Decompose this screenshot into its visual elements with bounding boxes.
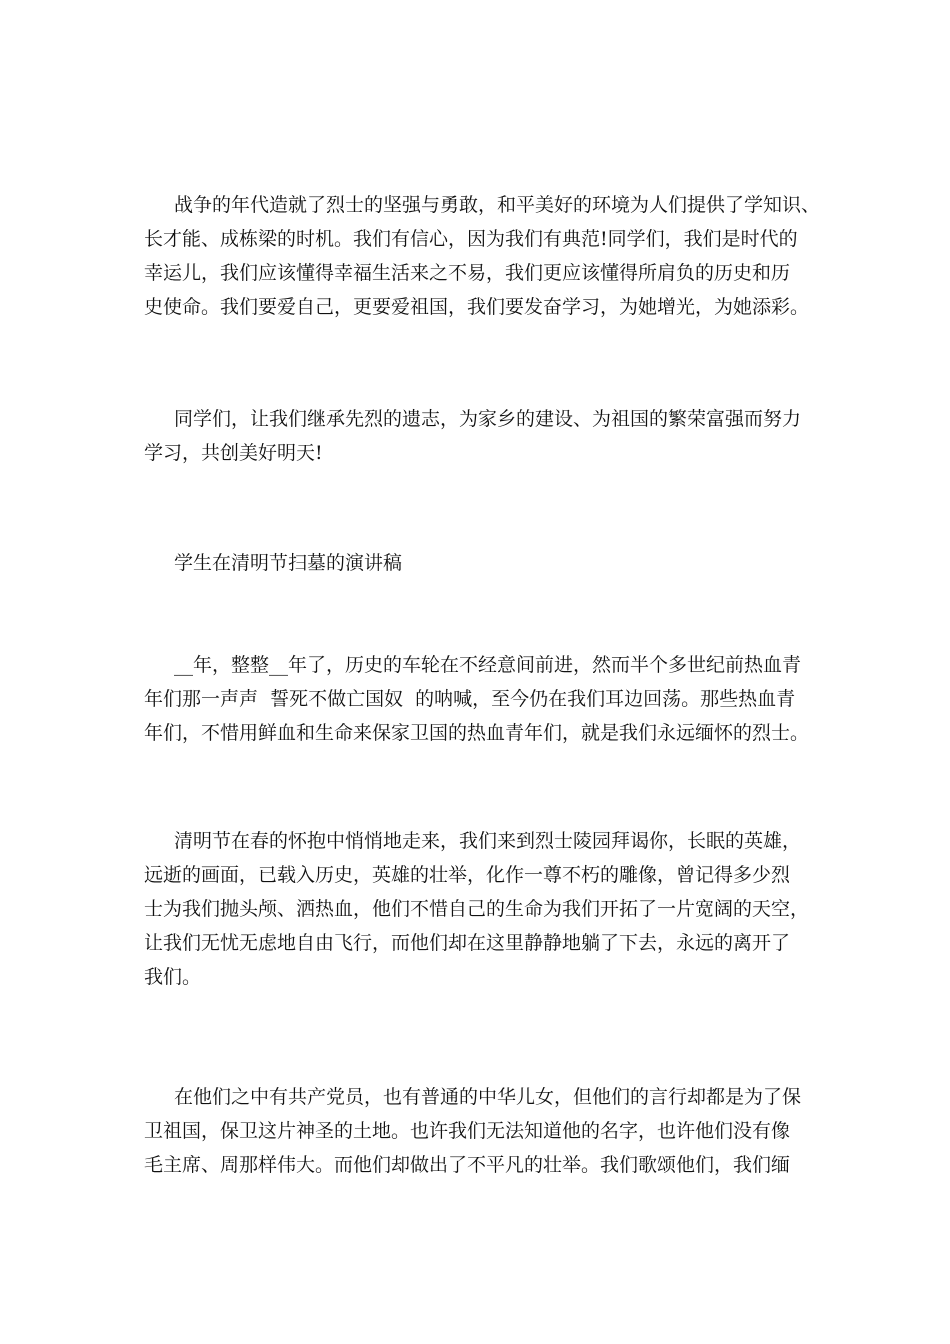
text-line: 让我们无忧无虑地自由飞行，而他们却在这里静静地躺了下去，永远的离开了 — [144, 932, 791, 954]
paragraph-peace-and-study — [144, 188, 821, 324]
text-line: 卫祖国，保卫这片神圣的土地。也许我们无法知道他的名字，也许他们没有像 — [144, 1120, 791, 1142]
paragraph-call-to-students — [144, 402, 814, 470]
text-line: 我们。 — [144, 966, 202, 988]
speech-heading — [144, 546, 814, 580]
text-line: __年，整整__年了，历史的车轮在不经意间前进，然而半个多世纪前热血青 — [174, 654, 802, 676]
text-line: 同学们，让我们继承先烈的遗志，为家乡的建设、为祖国的繁荣富强而努力 — [174, 408, 802, 430]
text-line: 史使命。我们要爱自己，更要爱祖国，我们要发奋学习，为她增光，为她添彩。 — [144, 296, 810, 318]
text-line: 战争的年代造就了烈士的坚强与勇敢，和平美好的环境为人们提供了学知识、 — [174, 194, 821, 216]
text-line: 学习，共创美好明天! — [144, 442, 323, 464]
text-line: 年们那一声声 誓死不做亡国奴 的呐喊，至今仍在我们耳边回荡。那些热血青 — [144, 688, 796, 710]
text-line: 年们，不惜用鲜血和生命来保家卫国的热血青年们，就是我们永远缅怀的烈士。 — [144, 722, 810, 744]
paragraph-heroes-among-them — [144, 1080, 814, 1182]
text-line: 毛主席、周那样伟大。而他们却做出了不平凡的壮举。我们歌颂他们，我们缅 — [144, 1154, 791, 1176]
text-line: 士为我们抛头颅、洒热血，他们不惜自己的生命为我们开拓了一片宽阔的天空， — [144, 898, 810, 920]
text-line: 清明节在春的怀抱中悄悄地走来，我们来到烈士陵园拜谒你，长眠的英雄， — [174, 830, 802, 852]
text-line: 幸运儿，我们应该懂得幸福生活来之不易，我们更应该懂得所肩负的历史和历 — [144, 262, 791, 284]
heading-line: 学生在清明节扫墓的演讲稿 — [174, 552, 403, 574]
paragraph-history-wheel — [144, 648, 814, 750]
text-line: 在他们之中有共产党员，也有普通的中华儿女，但他们的言行却都是为了保 — [174, 1086, 802, 1108]
paragraph-qingming-visit — [144, 824, 814, 994]
text-line: 远逝的画面，已载入历史，英雄的壮举，化作一尊不朽的雕像，曾记得多少烈 — [144, 864, 791, 886]
text-line: 长才能、成栋梁的时机。我们有信心，因为我们有典范!同学们，我们是时代的 — [144, 228, 798, 250]
